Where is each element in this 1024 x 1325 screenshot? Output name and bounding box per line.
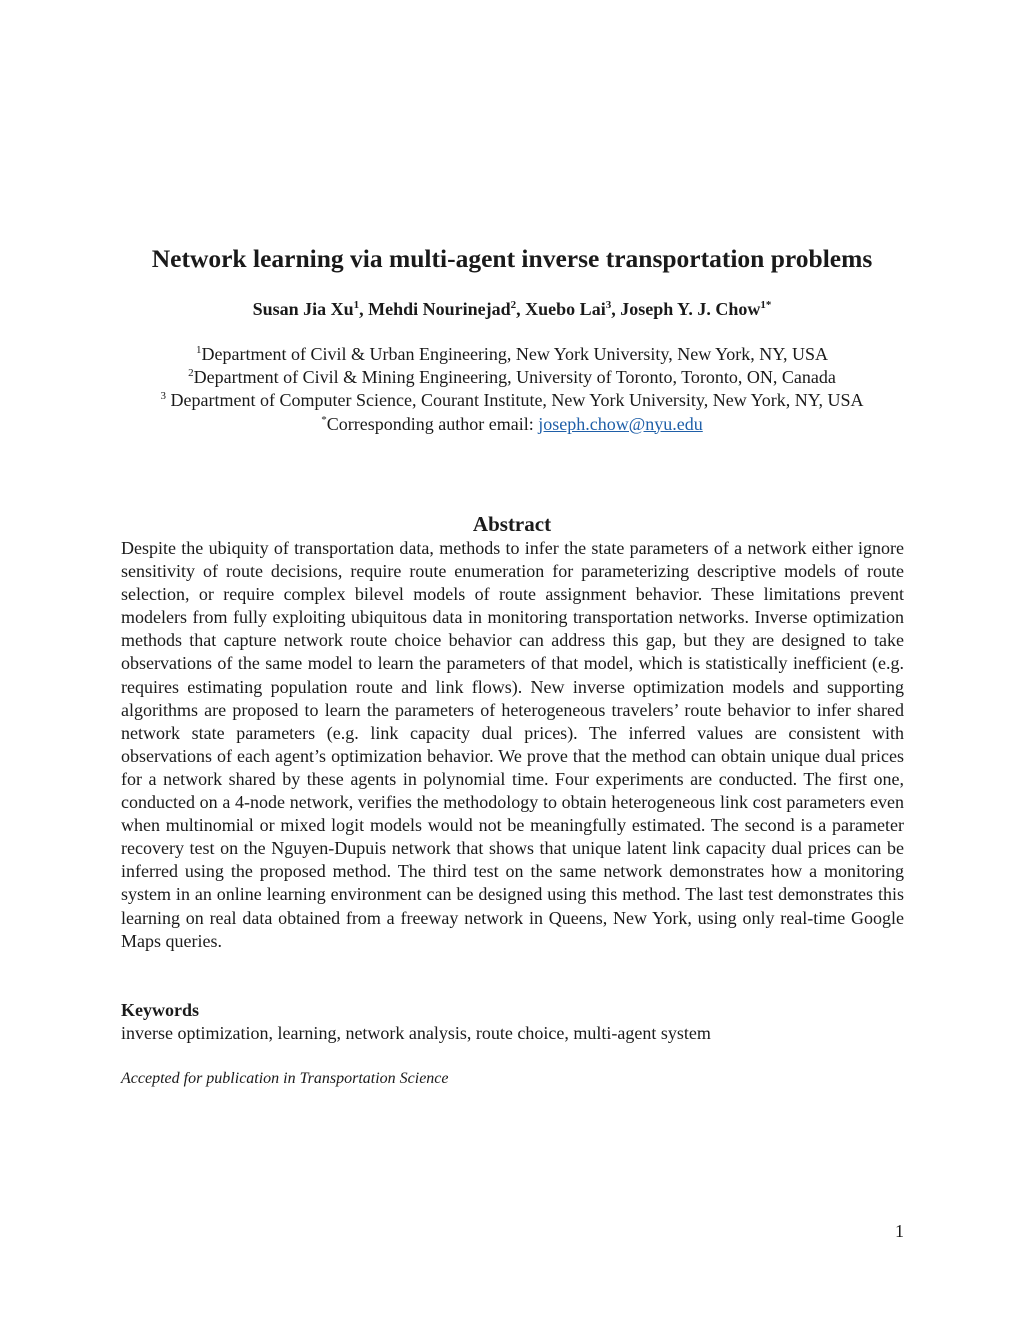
corresponding-email-link[interactable]: joseph.chow@nyu.edu [538, 413, 703, 434]
affiliation-marker: 1 [196, 344, 202, 356]
author [253, 299, 369, 319]
author-affiliation-marker: 2 [510, 299, 517, 311]
author-separator: , [359, 299, 369, 319]
affiliation-list [110, 343, 914, 436]
keywords-text: inverse optimization, learning, network analysis, route choice, multi-agent system [121, 1023, 711, 1043]
author-separator: , [611, 299, 621, 319]
publication-note: Accepted for publication in Transportation Science [121, 1070, 449, 1087]
paper-title: Network learning via multi-agent inverse transportation problems [151, 244, 873, 273]
author-name: Xuebo Lai [525, 299, 606, 319]
affiliation [110, 366, 914, 389]
corresponding-marker: * [321, 413, 327, 426]
author-name: Joseph Y. J. Chow [620, 299, 761, 319]
author-name: Susan Jia Xu [252, 299, 354, 319]
author [525, 299, 620, 319]
abstract-text: Despite the ubiquity of transportation data, methods to infer the state parameters of a network either ignore sensitivity of route decisions, require route enumeration for parameterizing descriptive models of route selection, or require complex bilevel models of route assignment behavior. These limitations prevent modelers from fully exploiting ubiquitous data in monitoring transportation networks. Inverse optimization methods that capture network route choice behavior can address this gap, but they are designed to take observations of the same model to learn the parameters of that model, which is statistically inefficient (e.g. requires estimating population route and link flows). New inverse optimization models and supporting algorithms are proposed to learn the parameters of heterogeneous travelers’ route behavior to infer shared network state parameters (e.g. link capacity dual prices). The inferred values are consistent with observations of each agent’s optimization behavior. We prove that the method can obtain unique dual prices for a network shared by these agents in polynomial time. Four experiments are conducted. The first one, conducted on a 4-node network, verifies the methodology to obtain heterogeneous link cost parameters even when multinomial or mixed logit models would not be meaningfully estimated. The second is a parameter recovery test on the Nguyen-Dupuis network that shows that unique latent link capacity dual prices can be inferred using the proposed method. The third test on the same network demonstrates how a monitoring system in an online learning environment can be designed using this method. The last test demonstrates this learning on real data obtained from a freeway network in Queens, New York, using only real-time Google Maps queries. [121, 538, 904, 951]
affiliation-text: Department of Civil & Mining Engineering, University of Toronto, Toronto, ON, Canada [193, 367, 836, 388]
keywords-heading: Keywords [121, 1000, 199, 1020]
author-list [0, 296, 1024, 322]
author-separator: , [516, 299, 526, 319]
affiliation [110, 389, 914, 412]
page-number: 1 [895, 1221, 904, 1241]
affiliation-marker: 3 [160, 390, 167, 403]
affiliation-text: Department of Civil & Urban Engineering, New York University, New York, NY, USA [201, 344, 828, 364]
author [620, 299, 771, 319]
author-affiliation-marker: 3 [605, 299, 612, 311]
author [368, 299, 525, 319]
affiliation-marker: 2 [188, 367, 194, 380]
abstract-heading: Abstract [472, 512, 552, 536]
author-affiliation-marker: 1* [760, 299, 772, 311]
author-name: Mehdi Nourinejad [368, 299, 511, 319]
affiliation [110, 343, 914, 366]
affiliation-text: Department of Computer Science, Courant Institute, New York University, New York, NY, USA [166, 390, 864, 411]
author-affiliation-marker: 1 [353, 299, 360, 311]
corresponding-label: Corresponding author email: [326, 413, 539, 434]
corresponding-author [110, 413, 914, 436]
